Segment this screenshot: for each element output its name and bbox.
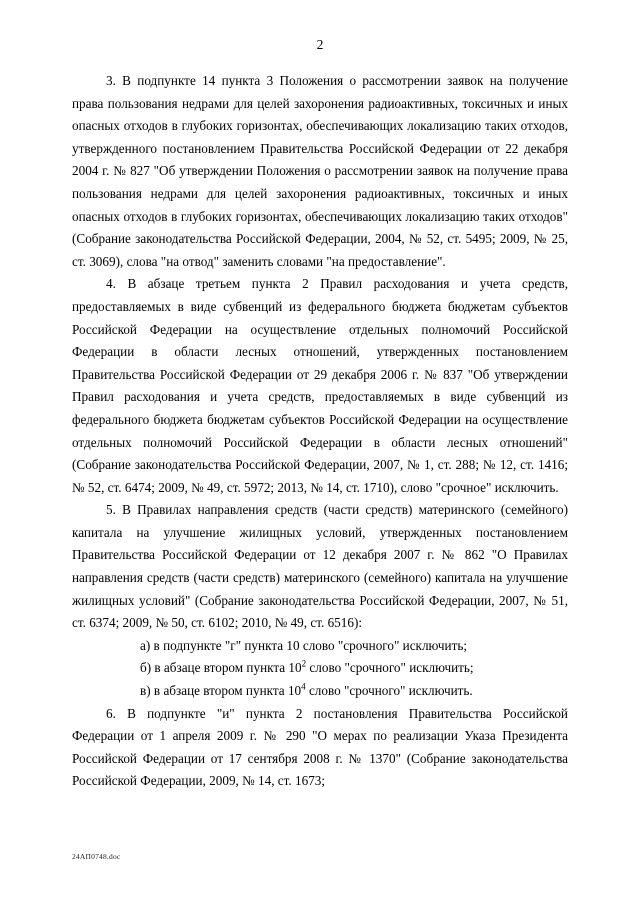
paragraph-item-5-b-after: слово "срочного" исключить; xyxy=(306,660,474,676)
paragraph-item-5-v xyxy=(72,680,568,703)
document-body xyxy=(72,70,568,793)
paragraph-item-6: 6. В подпункте "и" пункта 2 постановления Правительства Российской Федерации от 1 апреля 2009 г. № 290 "О мерах по реализации Указа Президента Российской Федерации от 17 сентября 2008 г. № 1370" (Собрание законодательства Российской Федерации, 2009, № 14, ст. 1673; xyxy=(72,705,568,789)
paragraph-item-3: 3. В подпункте 14 пункта 3 Положения о рассмотрении заявок на получение права пользования недрами для целей захоронения радиоактивных, токсичных и иных опасных отходов в глубоких горизонтах, обеспечивающих локализацию таких отходов, утвержденного постановлением Правительства Российской Федерации от 22 декабря 2004 г. № 827 "Об утверждении Положения о рассмотрении заявок на получение права пользования недрами для целей захоронения радиоактивных, токсичных и иных опасных отходов в глубоких горизонтах, обеспечивающих локализацию таких отходов" (Собрание законодательства Российской Федерации, 2004, № 52, ст. 5495; 2009, № 25, ст. 3069), слова "на отвод" заменить словами "на предоставление". xyxy=(72,73,568,269)
paragraph-item-5: 5. В Правилах направления средств (части средств) материнского (семейного) капитала на улучшение жилищных условий, утвержденных постановлением Правительства Российской Федерации от 12 декабря 2007 г. № 862 "О Правилах направления средств (части средств) материнского (семейного) капитала на улучшение жилищных условий" (Собрание законодательства Российской Федерации, 2007, № 51, ст. 6374; 2009, № 50, ст. 6102; 2010, № 49, ст. 6516): xyxy=(72,502,568,631)
paragraph-item-5-v-before: в) в абзаце втором пункта 10 xyxy=(140,683,302,699)
paragraph-item-5-a: а) в подпункте "г" пункта 10 слово "срочного" исключить; xyxy=(140,637,468,653)
paragraph-item-5-b xyxy=(72,657,568,680)
paragraph-item-4: 4. В абзаце третьем пункта 2 Правил расходования и учета средств, предоставляемых в виде субвенций из федерального бюджета бюджетам субъектов Российской Федерации на осуществление отдельных полномочий Российской Федерации в области лесных отношений, утвержденных постановлением Правительства Российской Федерации от 29 декабря 2006 г. № 837 "Об утверждении Правил расходования и учета средств, предоставляемых в виде субвенций из федерального бюджета бюджетам субъектов Российской Федерации на осуществление отдельных полномочий Российской Федерации в области лесных отношений" (Собрание законодательства Российской Федерации, 2007, № 1, ст. 288; № 12, ст. 1416; № 52, ст. 6474; 2009, № 49, ст. 5972; 2013, № 14, ст. 1710), слово "срочное" исключить. xyxy=(72,276,568,495)
footer-file-code: 24АП0748.doc xyxy=(72,852,121,861)
paragraph-item-5-v-after: слово "срочного" исключить. xyxy=(305,683,473,699)
paragraph-item-5-b-superscript: 2 xyxy=(301,659,307,670)
page-number: 2 xyxy=(316,37,324,52)
paragraph-item-5-v-superscript: 4 xyxy=(301,681,306,692)
paragraph-item-5-b-before: б) в абзаце втором пункта 10 xyxy=(140,660,302,676)
